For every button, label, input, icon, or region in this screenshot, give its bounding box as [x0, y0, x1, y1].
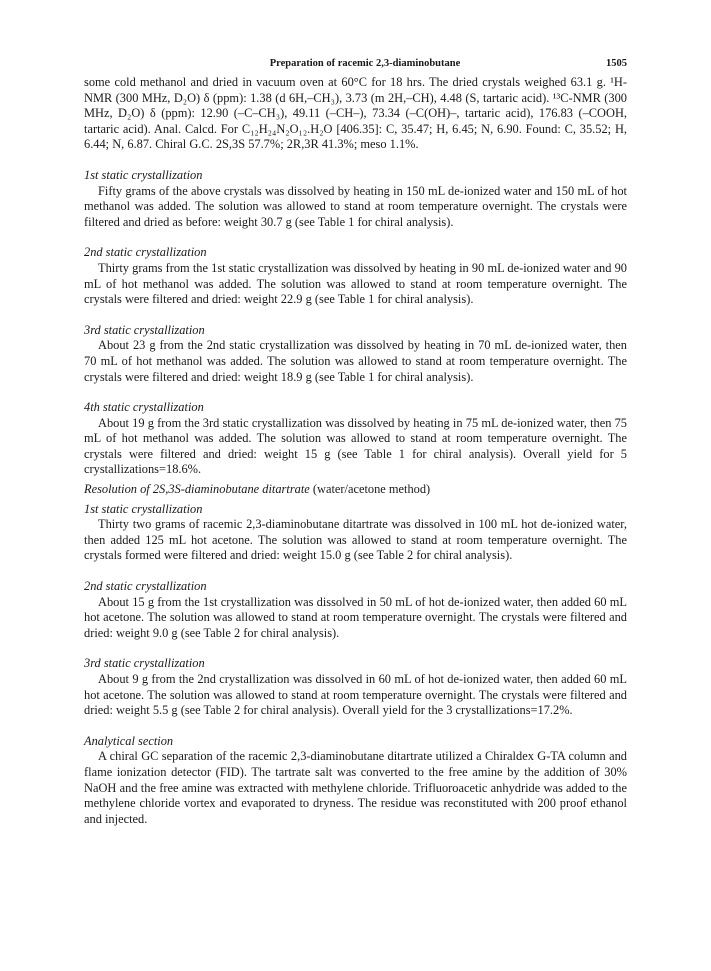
section-text: A chiral GC separation of the racemic 2,3-diaminobutane ditartrate utilized a Chiraldex G-TA column and flame ionization detector (FID). The tartrate salt was converted to the free amine by the addition of 30% NaOH and the free amine was extracted with methylene chloride. Trifluoroacetic anhydride was added to the methylene chloride vortex and evaporated to dryness. The residue was reconstituted with 200 proof ethanol and injected. [84, 749, 627, 826]
resolution-heading-italic: Resolution of 2S,3S-diaminobutane ditartrate [84, 482, 310, 497]
section-text: About 15 g from the 1st crystallization was dissolved in 50 mL of hot de-ionized water, then added 60 mL hot acetone. The solution was allowed to stand at room temperature overnight. The crystals were filtered and dried: weight 9.0 g (see Table 2 for chiral analysis). [84, 594, 627, 640]
section-text: Fifty grams of the above crystals was dissolved by heating in 150 mL de-ionized water and 150 mL of hot methanol was added. The solution was allowed to stand at room temperature overnight. The crystals were filtered and dried as before: weight 30.7 g (see Table 1 for chiral analysis). [84, 183, 627, 229]
running-title: Preparation of racemic 2,3-diaminobutane [269, 58, 461, 69]
section-text: Thirty two grams of racemic 2,3-diaminobutane ditartrate was dissolved in 100 mL hot de-ionized water, then added 125 mL hot acetone. The solution was allowed to stand at room temperature overnight. The crystals formed were filtered and dried: weight 15.0 g (see Table 2 for chiral analysis). [84, 517, 627, 563]
section-heading: 1st static crystallization [84, 167, 203, 182]
page-number: 1505 [606, 58, 627, 69]
resolution-heading-method: (water/acetone method) [309, 482, 431, 497]
section-heading: 2nd static crystallization [84, 245, 207, 260]
section-heading: 4th static crystallization [84, 400, 204, 415]
section-heading: 3rd static crystallization [84, 322, 205, 337]
section-text: About 23 g from the 2nd static crystallization was dissolved by heating in 70 mL de-ionized water, then 70 mL of hot methanol was added. The solution was allowed to stand at room temperature overnight. The crystals were filtered and dried: weight 18.9 g (see Table 1 for chiral analysis). [84, 338, 627, 384]
section-text: About 9 g from the 2nd crystallization was dissolved in 60 mL of hot de-ionized water, then added 60 mL hot acetone. The solution was allowed to stand at room temperature overnight. The crystals were filtered and dried: weight 5.5 g (see Table 2 for chiral analysis). Overall yield for the 3 crystallizations=17.2%. [84, 672, 627, 718]
intro-paragraph: some cold methanol and dried in vacuum oven at 60°C for 18 hrs. The dried crystals weighed 63.1 g. ¹H-NMR (300 MHz, D₂O) δ (ppm): 1.38 (d 6H,–CH₃), 3.73 (m 2H,–CH), 4.48 (S, tartaric acid). ¹³C-NMR (300 MHz, D₂O) δ (ppm): 12.90 (–C–CH₃), 49.11 (–CH–), 73.34 (–C(OH)–, tartaric acid), 176.83 (–COOH, tartaric acid). Anal. Calcd. For C₁₂H₂₄N₂O₁₂.H₂O [406.35]: C, 35.47; H, 6.45; N, 6.90. Found: C, 35.52; H, 6.44; N, 6.87. Chiral G.C. 2S,3S 57.7%; 2R,3R 41.3%; meso 1.1%. [84, 75, 627, 152]
section-heading: 3rd static crystallization [84, 656, 205, 671]
section-heading: 2nd static crystallization [84, 579, 207, 594]
paper-page [84, 58, 627, 827]
running-header [84, 58, 627, 69]
section-heading: Analytical section [84, 733, 174, 748]
section-text: Thirty grams from the 1st static crystallization was dissolved by heating in 90 mL de-ionized water and 90 mL of hot methanol was added. The solution was allowed to stand at room temperature overnight. The crystals were filtered and dried: weight 22.9 g (see Table 1 for chiral analysis). [84, 260, 627, 307]
section-heading: 1st static crystallization [84, 501, 203, 516]
section-text: About 19 g from the 3rd static crystallization was dissolved by heating in 75 mL de-ionized water, then 75 mL of hot methanol was added. The solution was allowed to stand at room temperature overnight. The crystals were filtered and dried: weight 15 g (see Table 1 for chiral analysis). Overall yield for 5 crystallizations=18.6%. [84, 415, 627, 477]
resolution-heading [84, 482, 627, 498]
